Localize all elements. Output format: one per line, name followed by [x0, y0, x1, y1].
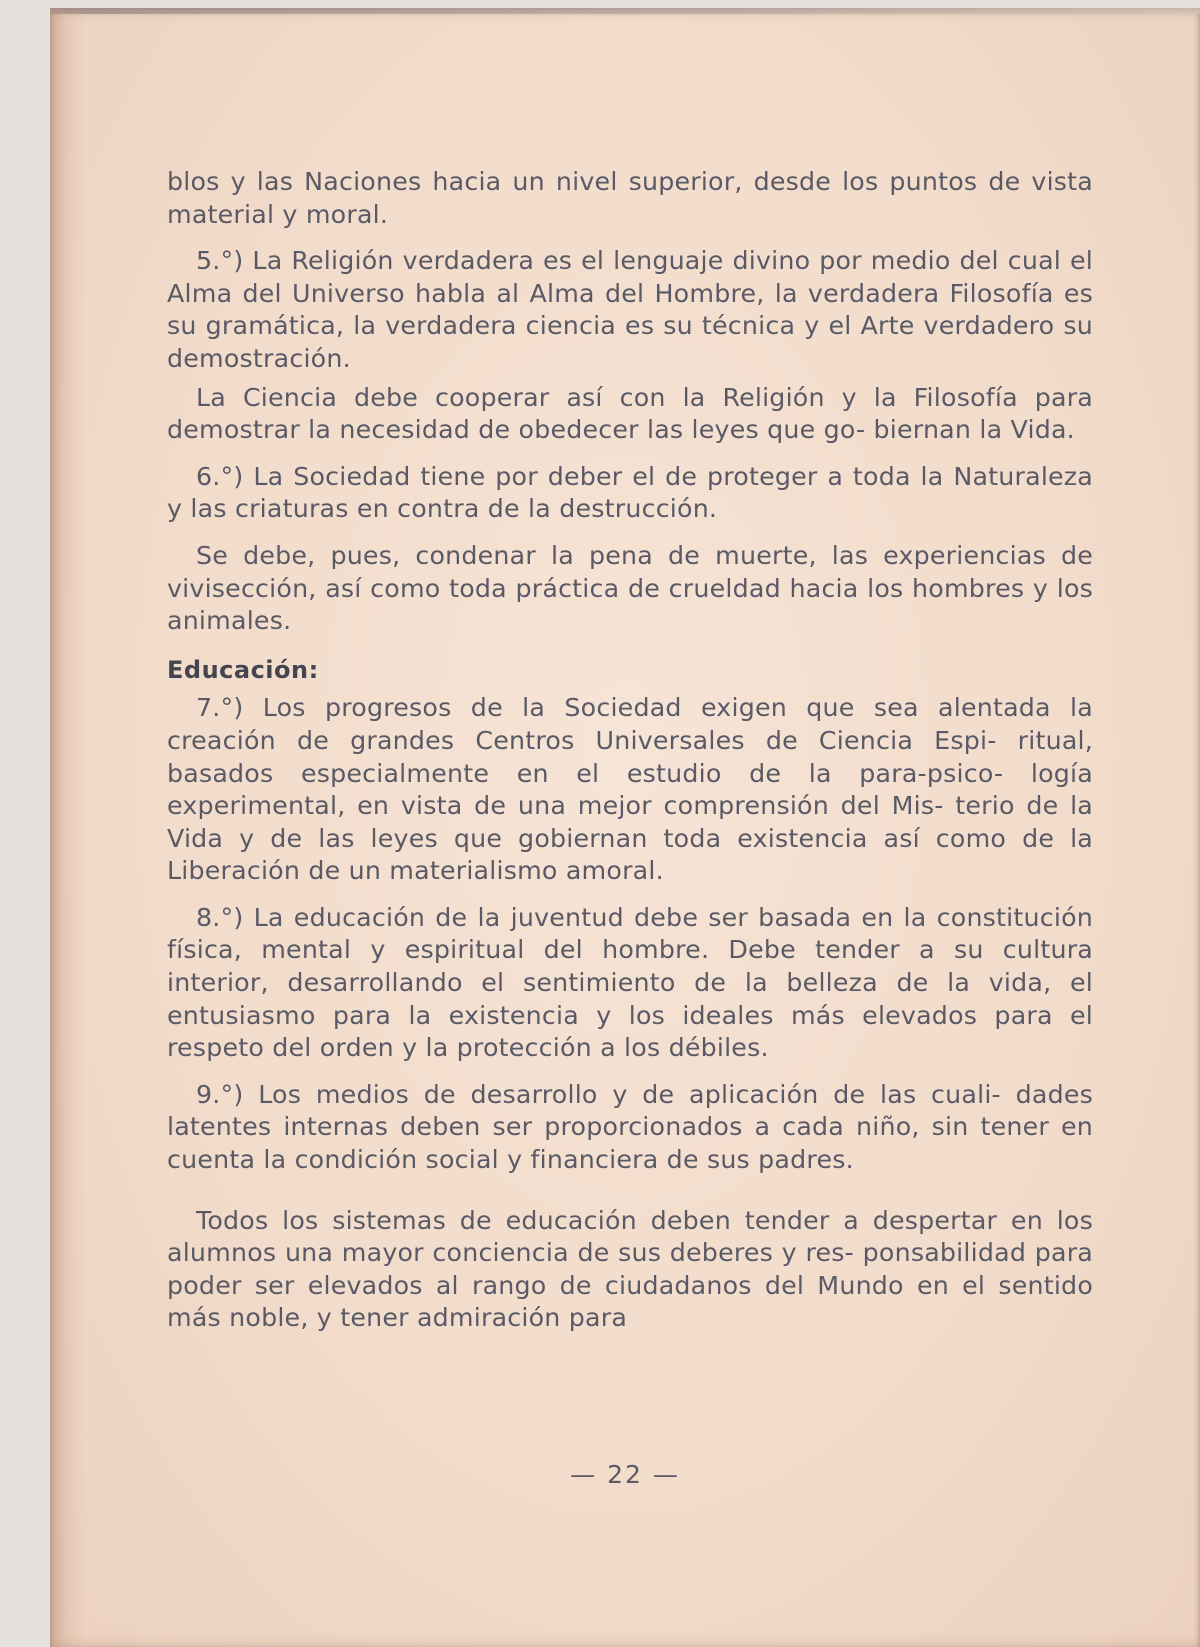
paragraph-article-9: 9.°) Los medios de desarrollo y de aplicación de las cuali- dades latentes internas deben ser proporcionados a cada niño, sin tener en cuenta la condición social y financiera de sus padres.: [167, 1079, 1093, 1175]
paragraph-article-5: 5.°) La Religión verdadera es el lenguaje divino por medio del cual el Alma del Universo habla al Alma del Hombre, la verdadera Filosofía es su gramática, la verdadera ciencia es su técnica y el Arte verdadero su demostración.: [167, 246, 1093, 373]
page-top-edge: [50, 8, 1200, 14]
body-text: [167, 166, 1093, 1335]
document-page: [50, 8, 1200, 1647]
paragraph-article-8: 8.°) La educación de la juventud debe ser basada en la constitución física, mental y espiritual del hombre. Debe tender a su cultura interior, desarrollando el sentimiento de la belleza de la vida, el entusiasmo para la existencia y los ideales más elevados para el respeto del orden y la protección a los débiles.: [167, 902, 1093, 1063]
page-spine-shadow: [50, 8, 86, 1647]
page-number: — 22 —: [570, 1460, 680, 1489]
section-heading-educacion: Educación:: [167, 655, 319, 684]
paragraph-article-6-cont: Se debe, pues, condenar la pena de muerte, las experiencias de vivisección, así como toda práctica de crueldad hacia los hombres y los animales.: [167, 540, 1093, 636]
paragraph-article-6: 6.°) La Sociedad tiene por deber el de proteger a toda la Naturaleza y las criaturas en contra de la destrucción.: [167, 461, 1093, 524]
paragraph-article-7: 7.°) Los progresos de la Sociedad exigen que sea alentada la creación de grandes Centros Universales de Ciencia Espi- ritual, basados especialmente en el estudio de la para-psico- logía experimental, en vista de una mejor comprensión del Mis- terio de la Vida y de las leyes que gobiernan toda existencia así como de la Liberación de un materialismo amoral.: [167, 693, 1093, 886]
paragraph-article-5-cont: La Ciencia debe cooperar así con la Religión y la Filosofía para demostrar la necesidad de obedecer las leyes que go- biernan la Vida.: [167, 382, 1093, 445]
paragraph-continuation: blos y las Naciones hacia un nivel superior, desde los puntos de vista material y moral.: [167, 167, 1093, 229]
paragraph-education-systems: Todos los sistemas de educación deben tender a despertar en los alumnos una mayor conciencia de sus deberes y res- ponsabilidad para poder ser elevados al rango de ciudadanos del Mundo en el sentido más noble, y tener admiración para: [167, 1205, 1093, 1333]
